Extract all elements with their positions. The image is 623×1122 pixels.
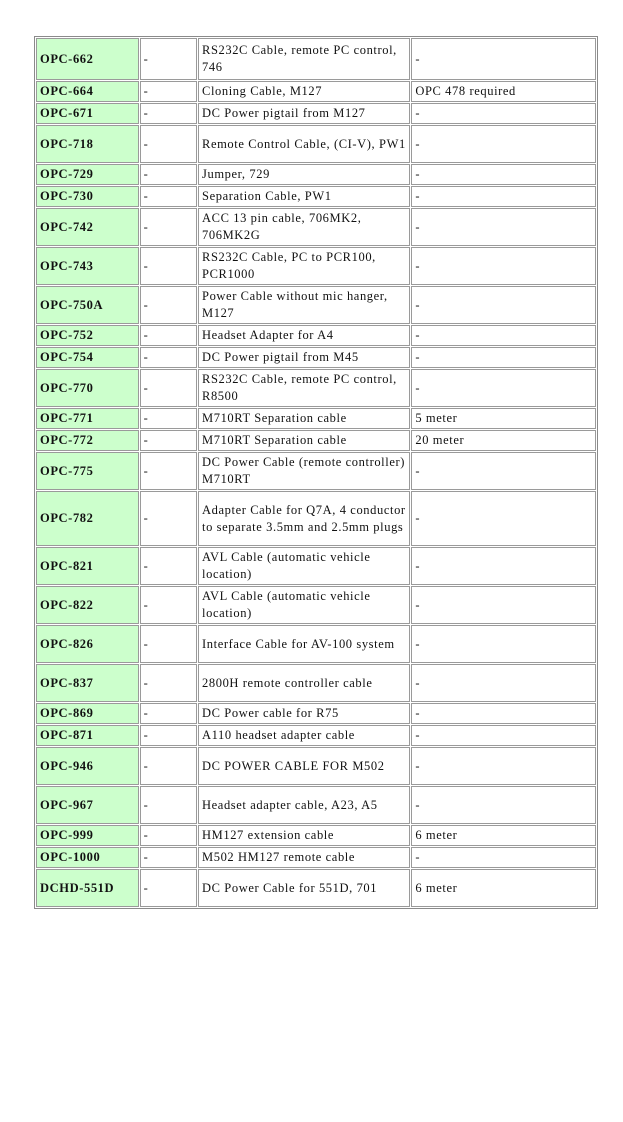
table-row	[36, 547, 596, 585]
dash-cell: -	[140, 325, 197, 346]
note-cell: -	[411, 747, 596, 785]
note-cell: -	[411, 786, 596, 824]
dash-cell: -	[140, 825, 197, 846]
part-number-cell: OPC-837	[36, 664, 139, 702]
description-cell: 2800H remote controller cable	[198, 664, 410, 702]
dash-cell: -	[140, 625, 197, 663]
description-cell: Power Cable without mic hanger, M127	[198, 286, 410, 324]
dash-cell: -	[140, 369, 197, 407]
description-cell: HM127 extension cable	[198, 825, 410, 846]
note-cell: -	[411, 208, 596, 246]
note-cell: 20 meter	[411, 430, 596, 451]
description-cell: M710RT Separation cable	[198, 408, 410, 429]
table-row	[36, 491, 596, 546]
part-number-cell: OPC-782	[36, 491, 139, 546]
part-number-cell: OPC-752	[36, 325, 139, 346]
table-row	[36, 664, 596, 702]
note-cell: 6 meter	[411, 869, 596, 907]
table-row	[36, 430, 596, 451]
table-row	[36, 247, 596, 285]
note-cell: -	[411, 703, 596, 724]
note-cell: -	[411, 347, 596, 368]
dash-cell: -	[140, 664, 197, 702]
part-number-cell: DCHD-551D	[36, 869, 139, 907]
part-number-cell: OPC-967	[36, 786, 139, 824]
dash-cell: -	[140, 408, 197, 429]
note-cell: -	[411, 847, 596, 868]
dash-cell: -	[140, 81, 197, 102]
part-number-cell: OPC-750A	[36, 286, 139, 324]
part-number-cell: OPC-671	[36, 103, 139, 124]
part-number-cell: OPC-946	[36, 747, 139, 785]
part-number-cell: OPC-869	[36, 703, 139, 724]
dash-cell: -	[140, 186, 197, 207]
part-number-cell: OPC-1000	[36, 847, 139, 868]
parts-table-body	[36, 38, 596, 907]
table-row	[36, 125, 596, 163]
dash-cell: -	[140, 491, 197, 546]
note-cell: 5 meter	[411, 408, 596, 429]
dash-cell: -	[140, 452, 197, 490]
note-cell: -	[411, 125, 596, 163]
note-cell: -	[411, 625, 596, 663]
part-number-cell: OPC-871	[36, 725, 139, 746]
part-number-cell: OPC-772	[36, 430, 139, 451]
table-row	[36, 703, 596, 724]
part-number-cell: OPC-662	[36, 38, 139, 80]
part-number-cell: OPC-771	[36, 408, 139, 429]
dash-cell: -	[140, 125, 197, 163]
parts-table-page	[34, 36, 598, 909]
note-cell: -	[411, 164, 596, 185]
note-cell: -	[411, 725, 596, 746]
note-cell: -	[411, 286, 596, 324]
description-cell: A110 headset adapter cable	[198, 725, 410, 746]
dash-cell: -	[140, 725, 197, 746]
part-number-cell: OPC-826	[36, 625, 139, 663]
description-cell: Adapter Cable for Q7A, 4 conductor to separate 3.5mm and 2.5mm plugs	[198, 491, 410, 546]
table-row	[36, 81, 596, 102]
part-number-cell: OPC-770	[36, 369, 139, 407]
description-cell: Interface Cable for AV-100 system	[198, 625, 410, 663]
dash-cell: -	[140, 247, 197, 285]
parts-table	[34, 36, 598, 909]
table-row	[36, 869, 596, 907]
description-cell: DC Power pigtail from M45	[198, 347, 410, 368]
part-number-cell: OPC-729	[36, 164, 139, 185]
part-number-cell: OPC-821	[36, 547, 139, 585]
description-cell: DC Power pigtail from M127	[198, 103, 410, 124]
description-cell: RS232C Cable, remote PC control, 746	[198, 38, 410, 80]
dash-cell: -	[140, 103, 197, 124]
dash-cell: -	[140, 747, 197, 785]
part-number-cell: OPC-718	[36, 125, 139, 163]
dash-cell: -	[140, 586, 197, 624]
part-number-cell: OPC-822	[36, 586, 139, 624]
description-cell: RS232C Cable, remote PC control, R8500	[198, 369, 410, 407]
dash-cell: -	[140, 164, 197, 185]
table-row	[36, 847, 596, 868]
description-cell: DC Power Cable for 551D, 701	[198, 869, 410, 907]
description-cell: M710RT Separation cable	[198, 430, 410, 451]
table-row	[36, 747, 596, 785]
dash-cell: -	[140, 847, 197, 868]
note-cell: -	[411, 547, 596, 585]
description-cell: Headset Adapter for A4	[198, 325, 410, 346]
note-cell: -	[411, 586, 596, 624]
dash-cell: -	[140, 286, 197, 324]
table-row	[36, 38, 596, 80]
note-cell: -	[411, 186, 596, 207]
dash-cell: -	[140, 208, 197, 246]
table-row	[36, 452, 596, 490]
table-row	[36, 286, 596, 324]
part-number-cell: OPC-775	[36, 452, 139, 490]
table-row	[36, 325, 596, 346]
note-cell: OPC 478 required	[411, 81, 596, 102]
table-row	[36, 347, 596, 368]
description-cell: Remote Control Cable, (CI-V), PW1	[198, 125, 410, 163]
description-cell: DC Power Cable (remote controller) M710RT	[198, 452, 410, 490]
note-cell: -	[411, 491, 596, 546]
dash-cell: -	[140, 786, 197, 824]
description-cell: M502 HM127 remote cable	[198, 847, 410, 868]
description-cell: DC Power cable for R75	[198, 703, 410, 724]
note-cell: -	[411, 325, 596, 346]
description-cell: RS232C Cable, PC to PCR100, PCR1000	[198, 247, 410, 285]
note-cell: -	[411, 38, 596, 80]
table-row	[36, 369, 596, 407]
dash-cell: -	[140, 869, 197, 907]
description-cell: Jumper, 729	[198, 164, 410, 185]
note-cell: -	[411, 369, 596, 407]
table-row	[36, 625, 596, 663]
part-number-cell: OPC-730	[36, 186, 139, 207]
table-row	[36, 186, 596, 207]
table-row	[36, 208, 596, 246]
description-cell: Cloning Cable, M127	[198, 81, 410, 102]
table-row	[36, 586, 596, 624]
part-number-cell: OPC-742	[36, 208, 139, 246]
part-number-cell: OPC-754	[36, 347, 139, 368]
table-row	[36, 408, 596, 429]
description-cell: ACC 13 pin cable, 706MK2, 706MK2G	[198, 208, 410, 246]
description-cell: AVL Cable (automatic vehicle location)	[198, 586, 410, 624]
note-cell: 6 meter	[411, 825, 596, 846]
description-cell: DC POWER CABLE FOR M502	[198, 747, 410, 785]
note-cell: -	[411, 452, 596, 490]
note-cell: -	[411, 103, 596, 124]
description-cell: AVL Cable (automatic vehicle location)	[198, 547, 410, 585]
note-cell: -	[411, 247, 596, 285]
table-row	[36, 786, 596, 824]
table-row	[36, 103, 596, 124]
part-number-cell: OPC-999	[36, 825, 139, 846]
table-row	[36, 164, 596, 185]
dash-cell: -	[140, 430, 197, 451]
part-number-cell: OPC-664	[36, 81, 139, 102]
description-cell: Separation Cable, PW1	[198, 186, 410, 207]
dash-cell: -	[140, 38, 197, 80]
table-row	[36, 725, 596, 746]
description-cell: Headset adapter cable, A23, A5	[198, 786, 410, 824]
dash-cell: -	[140, 347, 197, 368]
part-number-cell: OPC-743	[36, 247, 139, 285]
table-row	[36, 825, 596, 846]
note-cell: -	[411, 664, 596, 702]
dash-cell: -	[140, 547, 197, 585]
dash-cell: -	[140, 703, 197, 724]
